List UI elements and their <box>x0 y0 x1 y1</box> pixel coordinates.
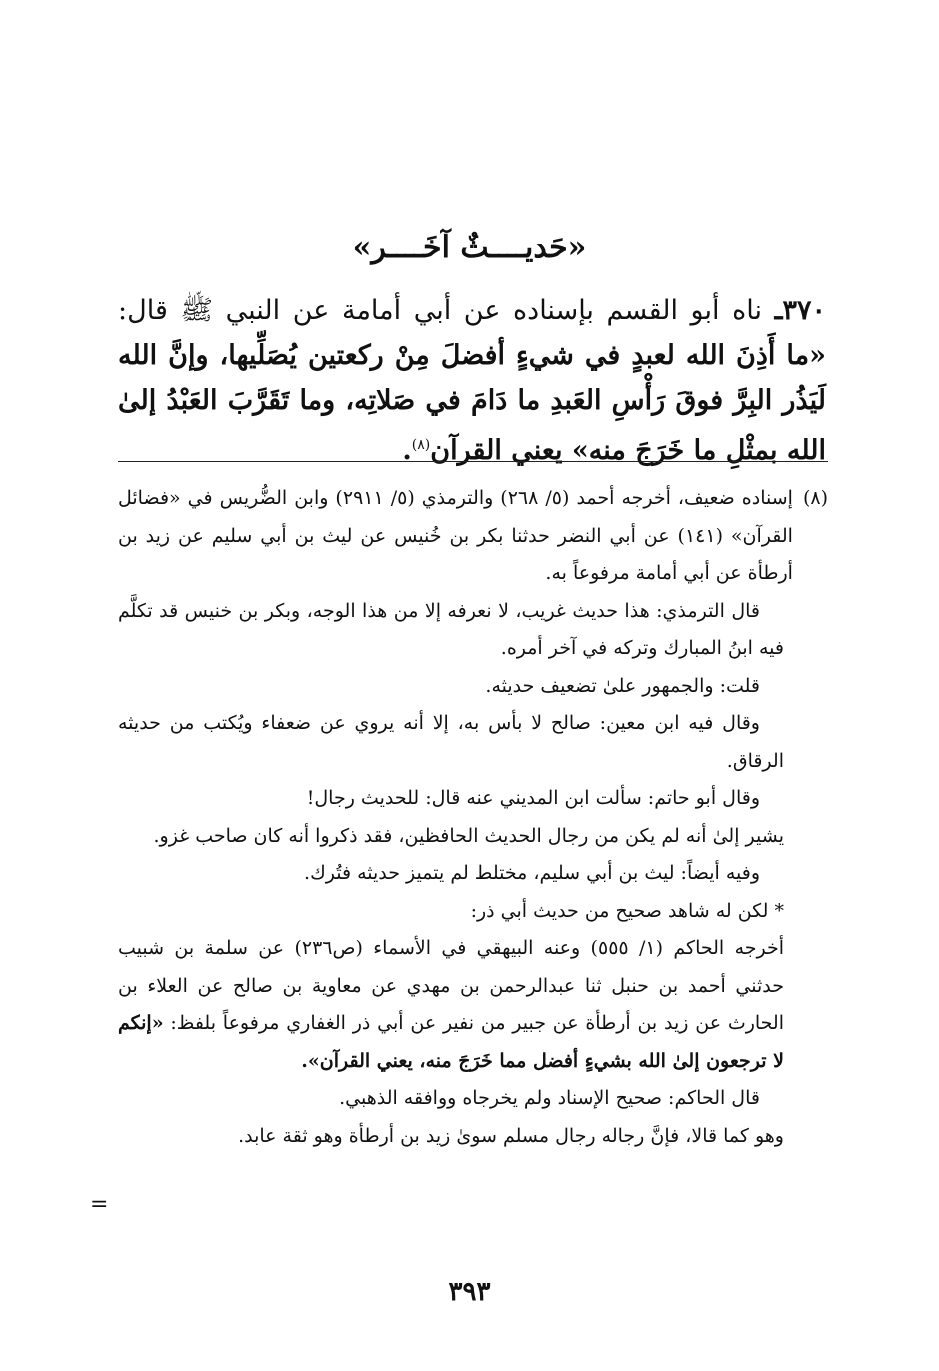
hadith-text: «ما أَذِنَ الله لعبدٍ في شيءٍ أفضلَ مِنْ ركعتين يُصَلِّيها، وإنَّ الله لَيَذُر البِرَّ فوقَ رَأْسِ العَبدِ ما دَامَ في صَلاتِه، وما تَقَرَّبَ العَبْدُ إلىٰ الله بمثْلِ ما خَرَجَ منه» يعني القرآن <box>118 340 826 466</box>
footnote-reference: (٨) <box>411 437 431 453</box>
footnote-paragraph-4: وقال فيه ابن معين: صالح لا بأس به، إلا أنه يروي عن ضعفاء ويُكتب من حديثه الرقاق. <box>118 712 784 772</box>
footnote-divider <box>118 461 828 462</box>
footnote-paragraph-7: وفيه أيضاً: ليث بن أبي سليم، مختلط لم يتميز حديثه فتُرك. <box>304 862 760 884</box>
footnote-paragraph-3: قلت: والجمهور علىٰ تضعيف حديثه. <box>485 674 760 697</box>
footnote-paragraph-8: * لكن له شاهد صحيح من حديث أبي ذر: <box>470 899 784 922</box>
footnote-number: (٨) <box>802 487 828 509</box>
hadith-paragraph <box>118 288 826 473</box>
footnote-paragraph-10: قال الحاكم: صحيح الإسناد ولم يخرجاه ووافقه الذهبي. <box>339 1087 760 1109</box>
footnote-paragraph-6: يشير إلىٰ أنه لم يكن من رجال الحديث الحافظين، فقد ذكروا أنه كان صاحب غزو. <box>153 824 784 847</box>
footnote-paragraph-9 <box>118 930 828 1080</box>
footnote-paragraph-11: وهو كما قالا، فإنَّ رجاله رجال مسلم سوىٰ زيد بن أرطأة وهو ثقة عابد. <box>238 1124 784 1147</box>
footnote-paragraph-5: وقال أبو حاتم: سألت ابن المديني عنه قال: للحديث رجال! <box>306 787 760 809</box>
hadith-number: ٣٧٠ـ <box>774 295 826 326</box>
hadith-intro: ناه أبو القسم بإسناده عن أبي أمامة عن النبي ﷺ قال: <box>118 295 775 326</box>
section-heading: «حَديــــثٌ آخَــــر» <box>352 230 587 265</box>
footnotes-section <box>118 480 828 1155</box>
footnote-text-1: إسناده ضعيف، أخرجه أحمد (٥/ ٢٦٨) والترمذي (٥/ ٢٩١١) وابن الضُّريس في «فضائل القرآن» (١٤١) عن أبي النضر حدثنا بكر بن خُنيس عن ليث بن أبي سليم عن زيد بن أرطأة عن أبي أمامة مرفوعاً به. <box>118 487 793 584</box>
page-number: ٣٩٣ <box>448 1277 491 1307</box>
continuation-mark: = <box>90 1192 109 1217</box>
footnote-text-9: أخرجه الحاكم (١/ ٥٥٥) وعنه البيهقي في الأسماء (ص٢٣٦) عن سلمة بن شبيب حدثني أحمد بن حنبل ثنا عبدالرحمن بن مهدي عن معاوية بن صالح عن العلاء بن الحارث عن زيد بن أرطأة عن جبير من نفير عن أبي ذر الغفاري مرفوعاً بلفظ: <box>118 937 785 1034</box>
footnote-paragraph-2: قال الترمذي: هذا حديث غريب، لا نعرفه إلا من هذا الوجه، وبكر بن خنيس قد تكلَّم فيه ابنُ المبارك وتركه في آخر أمره. <box>118 599 784 659</box>
footnote-paragraph-1 <box>118 480 828 593</box>
hadith-end: . <box>402 435 412 466</box>
footnote-quote-9: «إنكم لا ترجعون إلىٰ الله بشيءٍ أفضل مما خَرَجَ منه، يعني القرآن». <box>118 1012 784 1072</box>
